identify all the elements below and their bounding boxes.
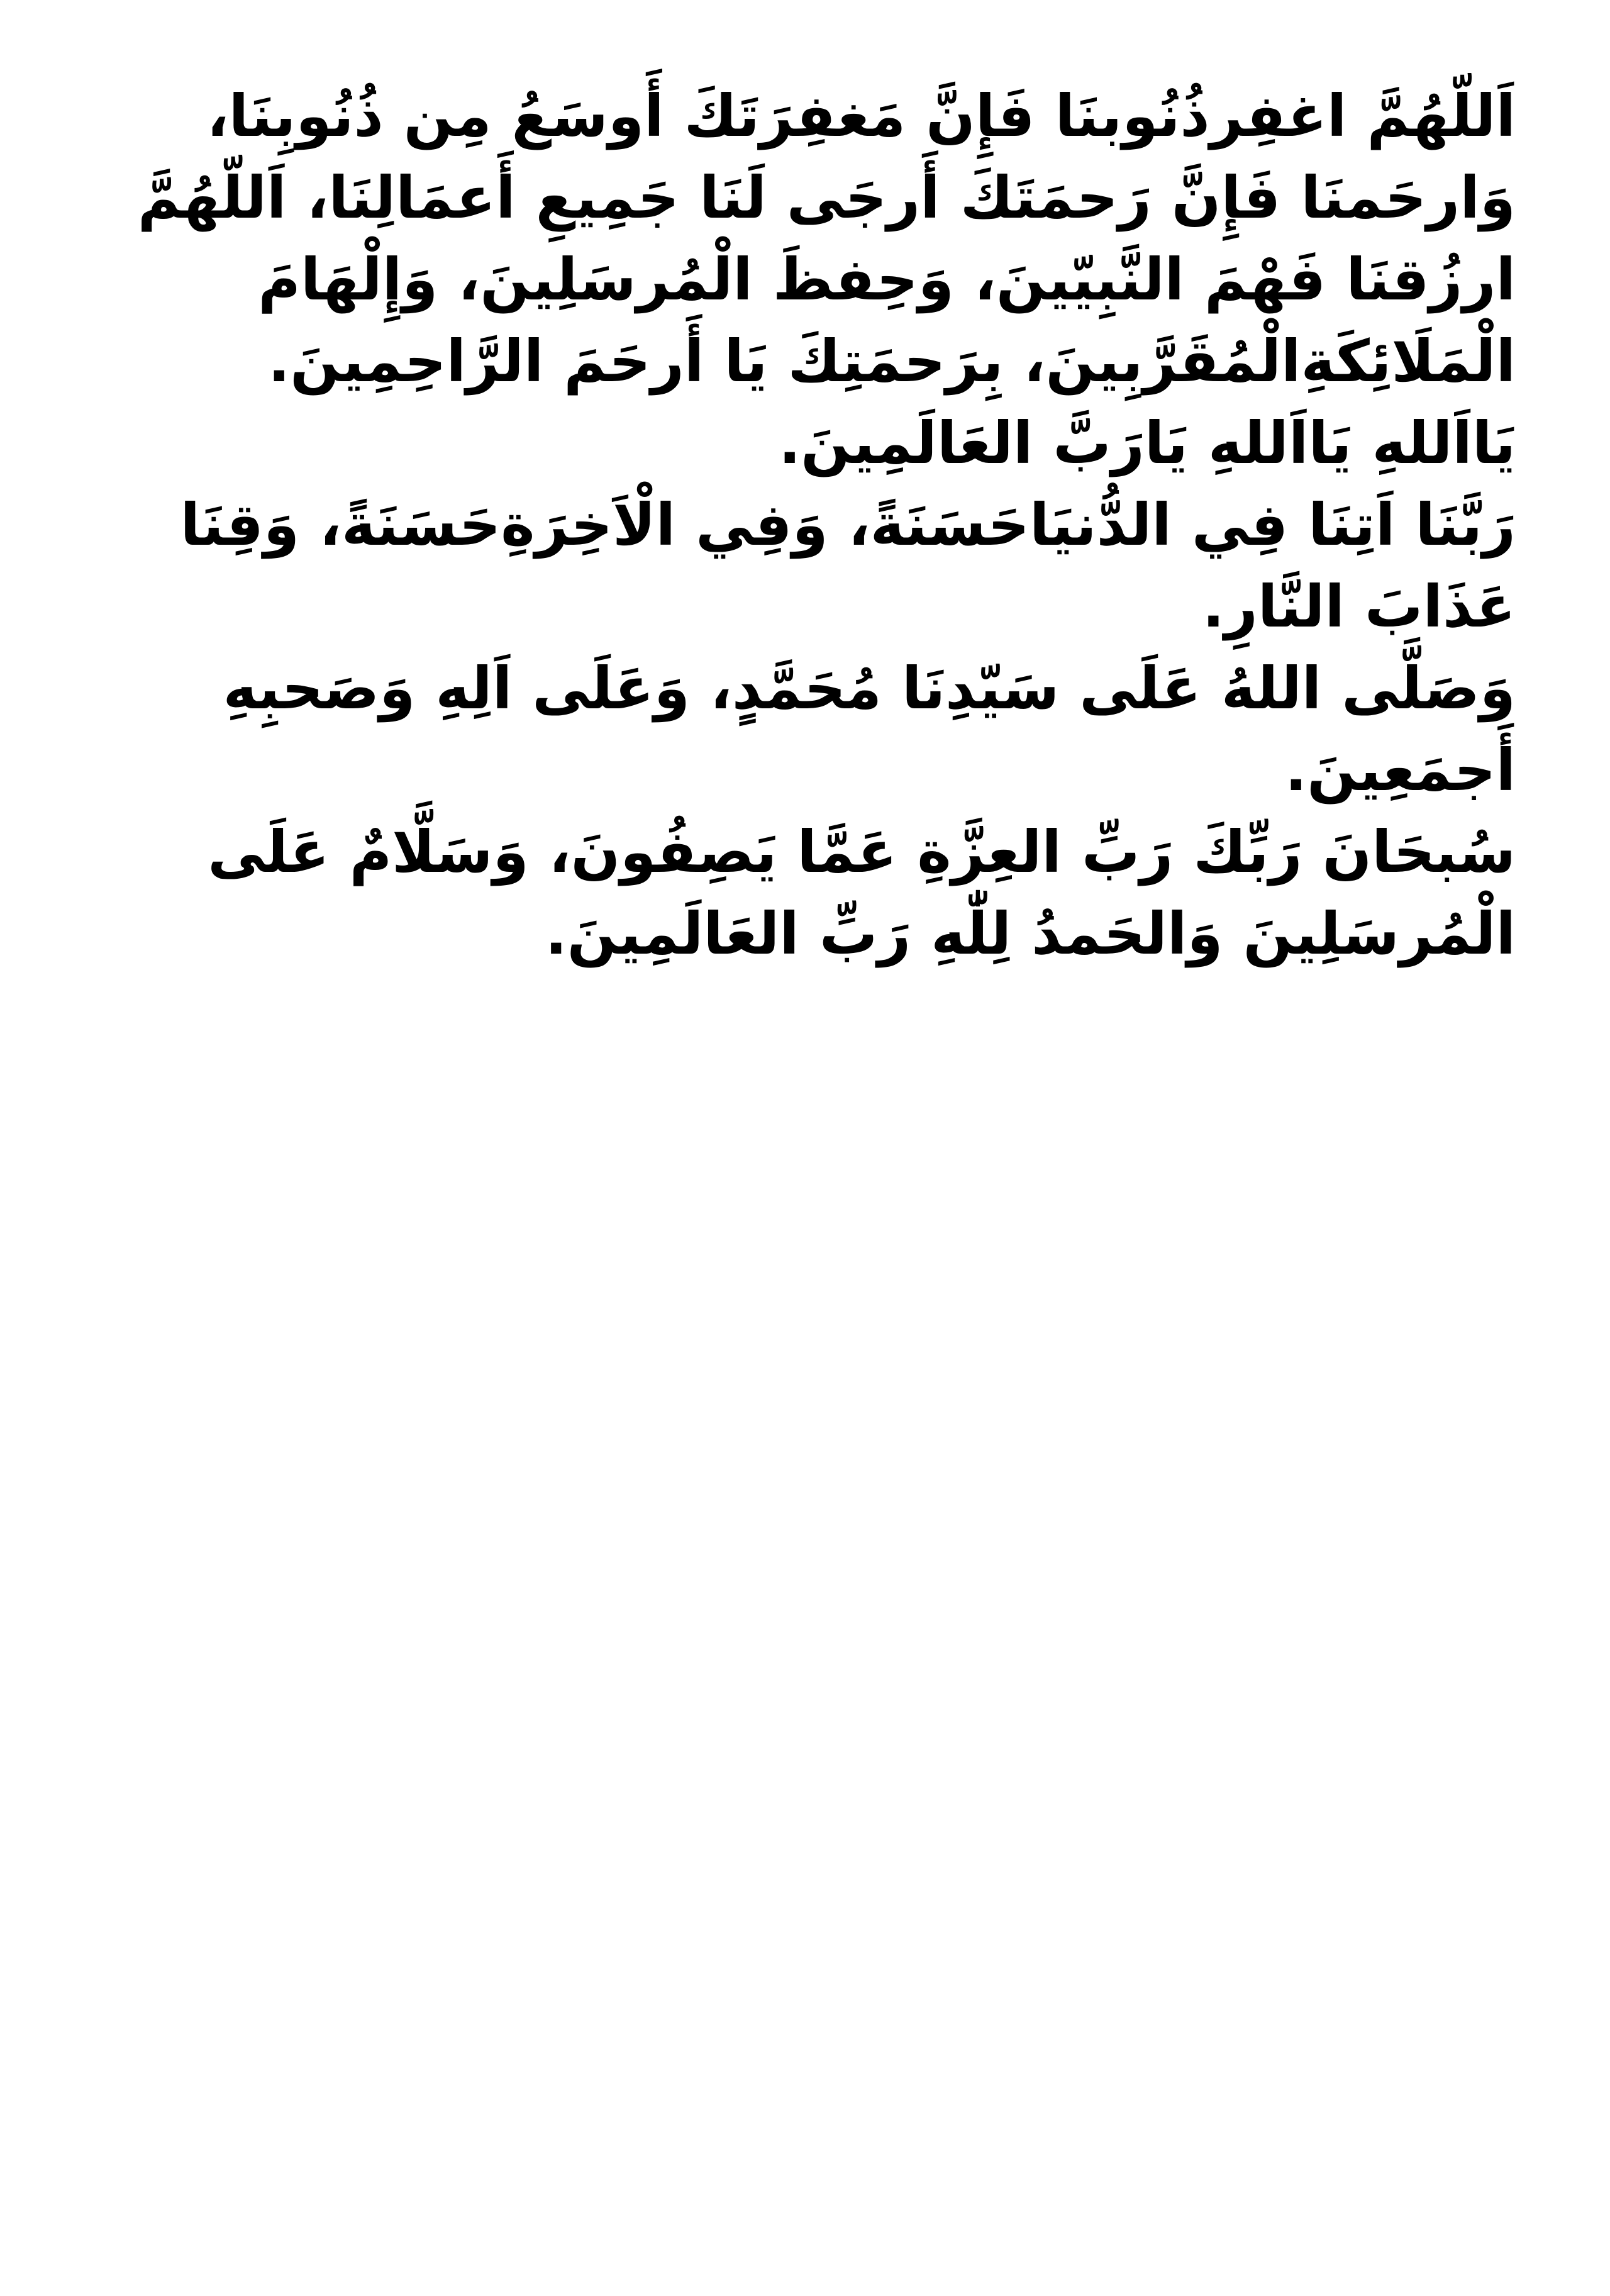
arabic-prayer-text	[94, 75, 1516, 975]
paragraph-rabbana: رَبَّنَا اَتِنَا فِي الدُّنيَاحَسَنَةً، وَفِي الْاَخِرَةِحَسَنَةً، وَقِنَا عَذَابَ النَّارِ.	[180, 491, 1516, 640]
paragraph-salawat: وَصَلَّى اللهُ عَلَى سَيّدِنَا مُحَمَّدٍ، وَعَلَى اَلِهِ وَصَحبِهِ أَجمَعِينَ.	[223, 655, 1516, 804]
paragraph-invocation: يَااَللهِ يَااَللهِ يَارَبَّ العَالَمِينَ.	[779, 410, 1516, 477]
paragraph-closing: سُبحَانَ رَبِّكَ رَبِّ العِزَّةِ عَمَّا يَصِفُونَ، وَسَلَّامٌ عَلَى الْمُرسَلِينَ وَالحَمدُ لِلّٰهِ رَبِّ العَالَمِينَ.	[208, 818, 1516, 967]
paragraph-supplication: اَللّهُمَّ اغفِرذُنُوبنَا فَإِنَّ مَغفِرَتَكَ أَوسَعُ مِن ذُنُوبِنَا، وَارحَمنَا فَإِنَّ رَحمَتَكَ أَرجَى لَنَا جَمِيعِ أَعمَالِنَا، اَللّهُمَّ ارزُقنَا فَهْمَ النَّبِيّينَ، وَحِفظَ الْمُرسَلِينَ، وَإِلْهَامَ الْمَلَائِكَةِالْمُقَرَّبِينَ، بِرَحمَتِكَ يَا أَرحَمَ الرَّاحِمِينَ.	[137, 82, 1516, 395]
